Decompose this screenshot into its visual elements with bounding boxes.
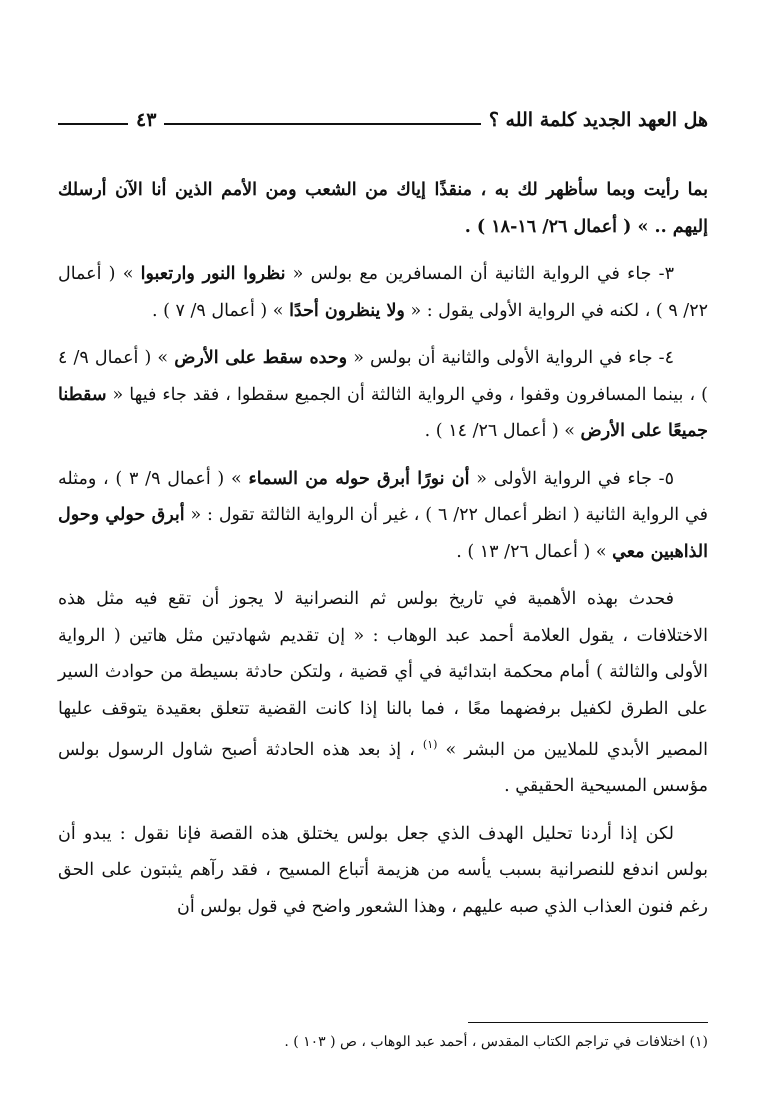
paragraph-3-quote: وحده سقط على الأرض	[174, 348, 348, 368]
body-text	[58, 172, 708, 936]
paragraph-1-quote: بما رأيت وبما سأظهر لك به ، منقذًا إياك من الشعب ومن الأمم الذين أنا الآن أرسلك إليهم .. »	[58, 180, 708, 237]
footnote: (١) اختلافات في تراجم الكتاب المقدس ، أحمد عبد الوهاب ، ص ( ١٠٣ ) .	[284, 1034, 708, 1050]
paragraph-4-text: ٥- جاء في الرواية الأولى «	[469, 468, 674, 489]
paragraph-4-text: » ( أعمال ٢٦/ ١٣ ) .	[456, 541, 613, 562]
header-rule	[164, 123, 480, 125]
paragraph-2-text: ٣- جاء في الرواية الثانية أن المسافرين مع بولس «	[285, 264, 674, 284]
paragraph-3-quote: سقطنا جميعًا على الأرض	[58, 384, 708, 441]
paragraph-6: لكن إذا أردنا تحليل الهدف الذي جعل بولس يختلق هذه القصة فإنا نقول : يبدو أن بولس اندفع للنصرانية بسبب يأسه من هزيمة أتباع المسيح ، فقد رآهم يثبتون على الحق رغم فنون العذاب الذي صبه عليهم ، وهذا الشعور واضح في قول بولس أن	[58, 823, 708, 917]
footnote-marker: (١)	[422, 738, 438, 751]
paragraph-2-text: » ( أعمال ٩/ ٧ ) .	[152, 300, 290, 321]
paragraph-4-quote: أبرق حولي وحول الذاهبين معي	[58, 505, 708, 562]
paragraph-2-text: » ( أعمال ٢٢/ ٩ ) ، لكنه في الرواية الأولى يقول : «	[58, 264, 708, 321]
running-header	[58, 100, 708, 140]
paragraph-2	[58, 256, 708, 329]
paragraph-3-text: ٤- جاء في الرواية الأولى والثانية أن بولس «	[347, 348, 674, 368]
paragraph-5-text: ، إذ بعد هذه الحادثة أصبح شاول الرسول بولس مؤسس المسيحية الحقيقي .	[58, 739, 708, 797]
header-rule-short	[58, 123, 128, 125]
running-title: هل العهد الجديد كلمة الله ؟	[488, 109, 708, 131]
paragraph-5	[58, 581, 708, 805]
paragraph-3-text: » ( أعمال ٩/ ٤ ) ، بينما المسافرون وقفوا ، وفي الرواية الثالثة أن الجميع سقطوا ، فقد جاء فيها «	[58, 348, 708, 405]
paragraph-1-ref: ( أعمال ٢٦/ ١٦-١٨ ) .	[464, 216, 632, 237]
paragraph-5-text: فحدث بهذه الأهمية في تاريخ بولس ثم النصرانية لا يجوز أن تقع فيه مثل هذه الاختلافات ، يقول العلامة أحمد عبد الوهاب : « إن تقديم شهادتين مثل هاتين ( الرواية الأولى والثالثة ) أمام محكمة ابتدائية في أي قضية ، ولتكن حادثة بسيطة من حوادث السير على الطرق لكفيل برفضهما معًا ، فما بالنا إذا كانت القضية تتعلق بعقيدة يتوقف عليها المصير الأبدي للملايين من البشر »	[58, 589, 708, 760]
paragraph-1	[58, 172, 708, 245]
paragraph-3-text: » ( أعمال ٢٦/ ١٤ ) .	[424, 421, 581, 441]
book-page	[58, 0, 708, 1115]
paragraph-4-quote: أن نورًا أبرق حوله من السماء	[248, 468, 470, 489]
page-number: ٤٣	[136, 109, 157, 131]
paragraph-4-text: » ( أعمال ٩/ ٣ ) ، ومثله في الرواية الثانية ( انظر أعمال ٢٢/ ٦ ) ، غير أن الرواية الثالثة تقول : «	[58, 468, 708, 525]
footnote-rule	[468, 1022, 708, 1023]
paragraph-3	[58, 340, 708, 450]
paragraph-2-quote: ولا ينظرون أحدًا	[289, 300, 405, 321]
paragraph-4	[58, 461, 708, 571]
paragraph-2-quote: نظروا النور وارتعبوا	[140, 264, 286, 284]
